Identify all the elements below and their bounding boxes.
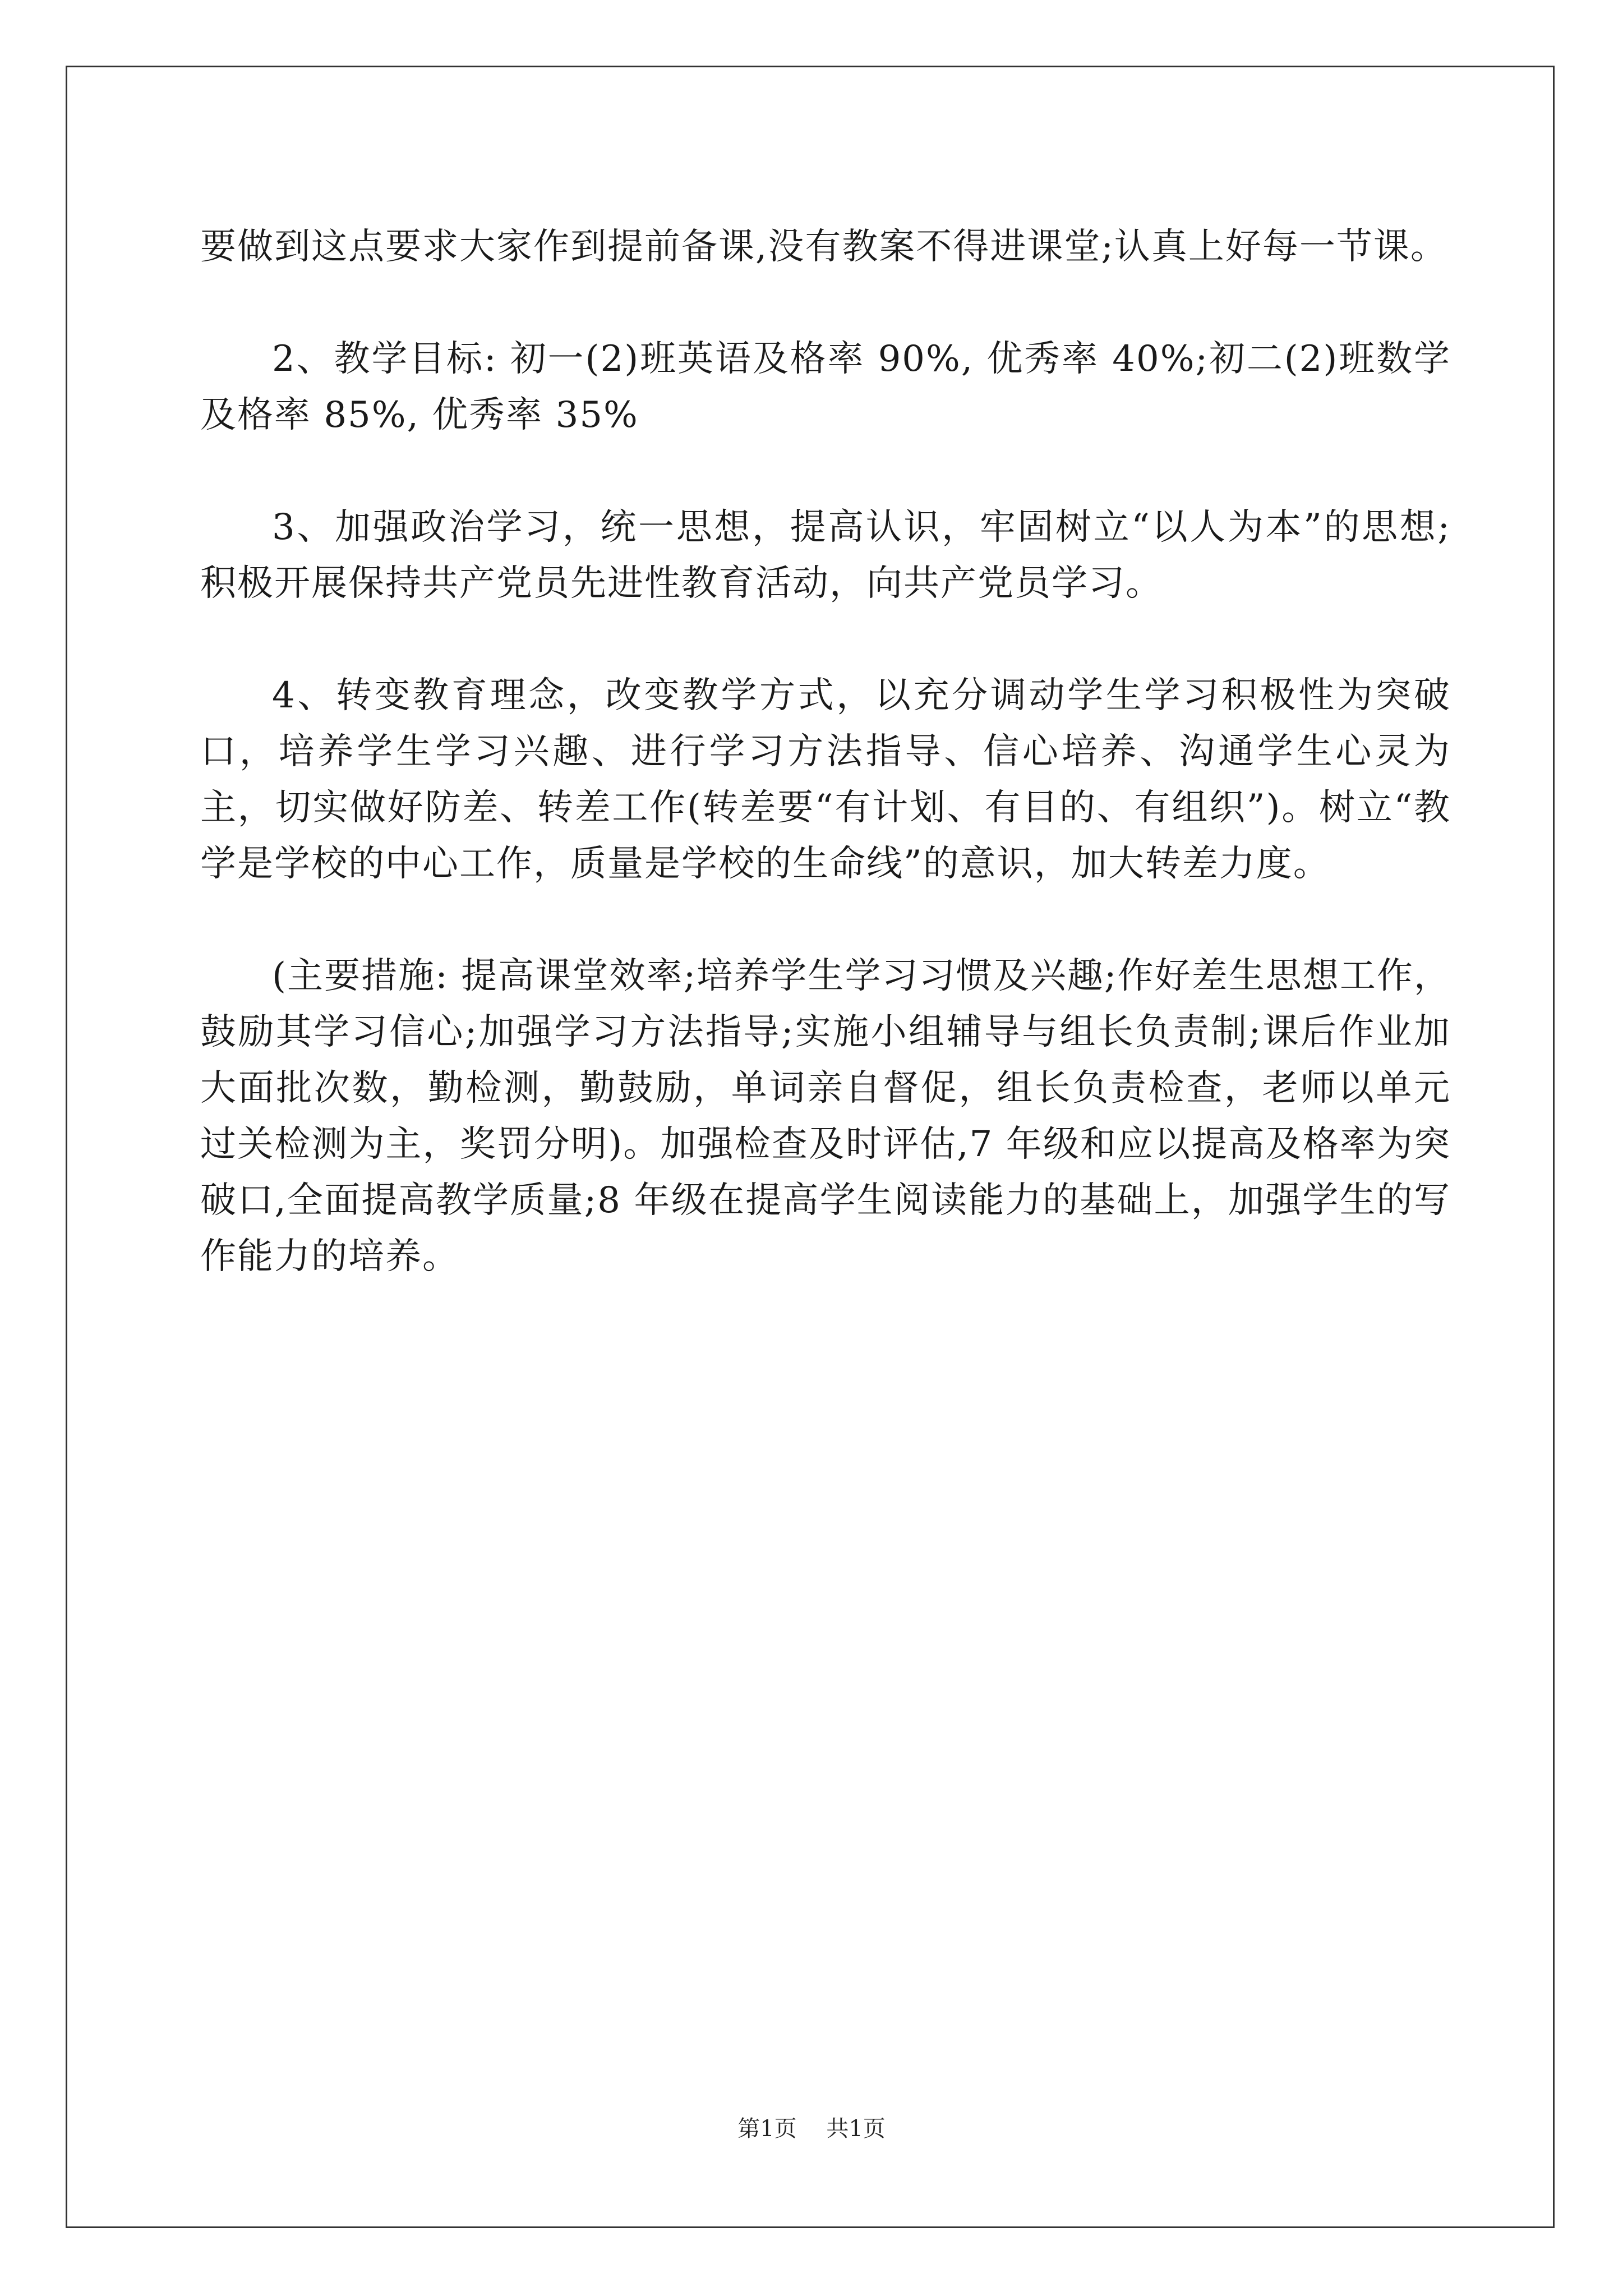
paragraph-2: 2、教学目标: 初一(2)班英语及格率 90%, 优秀率 40%;初二(2)班数学及格率 85%, 优秀率 35% <box>200 338 1451 436</box>
paragraph-5: (主要措施: 提高课堂效率;培养学生学习习惯及兴趣;作好差生思想工作，鼓励其学习信心;加强学习方法指导;实施小组辅导与组长负责制;课后作业加大面批次数，勤检测，勤鼓励，单词亲自督促，组长负责检查，老师以单元过关检测为主，奖罚分明)。加强检查及时评估,7 年级和应以提高及格率为突破口,全面提高教学质量;8 年级在提高学生阅读能力的基础上，加强学生的写作能力的培养。 <box>200 955 1451 1277</box>
document-body <box>200 219 1451 1341</box>
paragraph-4: 4、转变教育理念，改变教学方式，以充分调动学生学习积极性为突破口，培养学生学习兴趣、进行学习方法指导、信心培养、沟通学生心灵为主，切实做好防差、转差工作(转差要“有计划、有目的、有组织”)。树立“教学是学校的中心工作，质量是学校的生命线”的意识，加大转差力度。 <box>200 675 1451 885</box>
page-footer <box>0 2115 1623 2143</box>
page-number-total: 共1页 <box>826 2116 886 2142</box>
paragraph-3: 3、加强政治学习，统一思想，提高认识，牢固树立“以人为本”的思想;积极开展保持共产党员先进性教育活动，向共产党员学习。 <box>200 507 1451 604</box>
paragraph-1: 要做到这点要求大家作到提前备课,没有教案不得进课堂;认真上好每一节课。 <box>200 226 1447 268</box>
page-number-current: 第1页 <box>737 2116 797 2142</box>
